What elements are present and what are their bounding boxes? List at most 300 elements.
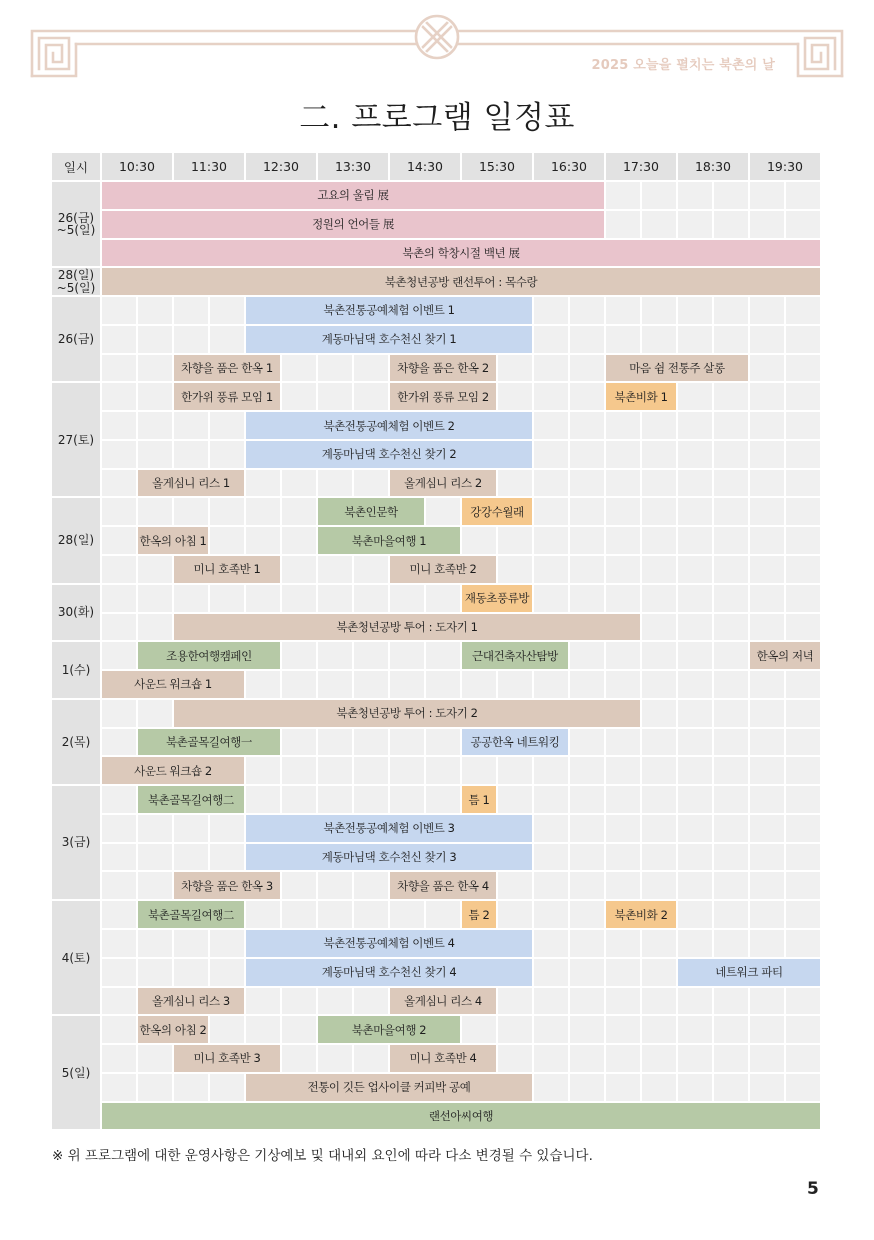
grid-cell	[534, 1045, 568, 1072]
grid-cell	[426, 642, 460, 669]
grid-cell	[282, 1016, 316, 1043]
grid-cell	[210, 326, 244, 353]
grid-cell	[642, 182, 676, 209]
event-bar: 북촌전통공예체험 이벤트 1	[246, 297, 532, 324]
grid-cell	[750, 757, 784, 784]
grid-cell	[750, 527, 784, 554]
grid-cell	[786, 815, 820, 842]
event-bar: 북촌전통공예체험 이벤트 2	[246, 412, 532, 439]
grid-cell	[318, 988, 352, 1015]
grid-cell	[138, 1074, 172, 1101]
grid-cell	[678, 585, 712, 612]
grid-cell	[714, 412, 748, 439]
date-label	[52, 383, 100, 496]
event-bar: 북촌전통공예체험 이벤트 3	[246, 815, 532, 842]
grid-cell	[102, 844, 136, 871]
grid-cell	[570, 988, 604, 1015]
grid-cell	[534, 470, 568, 497]
grid-cell	[354, 757, 388, 784]
grid-cell	[210, 441, 244, 468]
grid-cell	[570, 1016, 604, 1043]
grid-cell	[102, 988, 136, 1015]
grid-cell	[102, 412, 136, 439]
grid-cell	[102, 326, 136, 353]
grid-cell	[786, 1074, 820, 1101]
grid-cell	[246, 1016, 280, 1043]
grid-cell	[102, 786, 136, 813]
date-label-line: ~5(일)	[56, 223, 96, 238]
grid-cell	[282, 671, 316, 698]
grid-cell	[282, 872, 316, 899]
grid-cell	[534, 355, 568, 382]
grid-cell	[750, 556, 784, 583]
grid-cell	[570, 930, 604, 957]
event-bar: 북촌청년공방 투어 : 도자기 2	[174, 700, 640, 727]
grid-cell	[102, 614, 136, 641]
grid-cell	[678, 844, 712, 871]
grid-cell	[102, 355, 136, 382]
grid-cell	[534, 815, 568, 842]
grid-cell	[354, 671, 388, 698]
event-bar: 네트워크 파티	[678, 959, 820, 986]
grid-cell	[642, 786, 676, 813]
grid-cell	[642, 959, 676, 986]
grid-cell	[642, 1016, 676, 1043]
grid-cell	[174, 959, 208, 986]
grid-cell	[750, 498, 784, 525]
grid-cell	[678, 1045, 712, 1072]
grid-cell	[786, 786, 820, 813]
grid-cell	[606, 441, 640, 468]
date-label-line: 3(금)	[61, 835, 91, 850]
grid-cell	[462, 671, 496, 698]
grid-cell	[390, 642, 424, 669]
grid-cell	[786, 1016, 820, 1043]
grid-cell	[210, 527, 244, 554]
grid-cell	[750, 930, 784, 957]
grid-cell	[786, 901, 820, 928]
grid-cell	[678, 211, 712, 238]
grid-cell	[174, 412, 208, 439]
grid-cell	[426, 729, 460, 756]
grid-cell	[102, 642, 136, 669]
grid-cell	[714, 211, 748, 238]
grid-cell	[786, 498, 820, 525]
grid-cell	[102, 585, 136, 612]
event-bar: 올게심니 리스 1	[138, 470, 244, 497]
grid-cell	[678, 729, 712, 756]
grid-cell	[642, 470, 676, 497]
grid-cell	[714, 729, 748, 756]
grid-cell	[282, 901, 316, 928]
grid-cell	[570, 815, 604, 842]
time-header: 18:30	[678, 153, 748, 180]
grid-cell	[138, 930, 172, 957]
grid-cell	[498, 1045, 532, 1072]
event-bar: 정원의 언어들 展	[102, 211, 604, 238]
grid-cell	[642, 729, 676, 756]
time-header: 16:30	[534, 153, 604, 180]
left-lattice-icon	[32, 31, 417, 76]
grid-cell	[534, 441, 568, 468]
grid-cell	[102, 470, 136, 497]
event-bar: 한옥의 아침 2	[138, 1016, 208, 1043]
grid-cell	[534, 412, 568, 439]
grid-cell	[642, 700, 676, 727]
grid-cell	[138, 326, 172, 353]
grid-cell	[786, 700, 820, 727]
grid-cell	[570, 872, 604, 899]
grid-cell	[714, 844, 748, 871]
grid-cell	[570, 412, 604, 439]
date-label	[52, 642, 100, 698]
event-bar: 북촌마을여행 2	[318, 1016, 460, 1043]
grid-cell	[642, 642, 676, 669]
grid-cell	[750, 786, 784, 813]
grid-cell	[678, 412, 712, 439]
grid-cell	[642, 757, 676, 784]
grid-cell	[678, 441, 712, 468]
grid-cell	[534, 786, 568, 813]
grid-cell	[498, 988, 532, 1015]
grid-cell	[534, 498, 568, 525]
grid-cell	[786, 211, 820, 238]
grid-cell	[102, 383, 136, 410]
grid-cell	[318, 383, 352, 410]
grid-cell	[102, 901, 136, 928]
grid-cell	[750, 441, 784, 468]
event-bar: 미니 호족반 1	[174, 556, 280, 583]
grid-cell	[498, 901, 532, 928]
grid-cell	[750, 355, 784, 382]
grid-cell	[534, 901, 568, 928]
grid-cell	[642, 844, 676, 871]
grid-cell	[714, 1074, 748, 1101]
date-label	[52, 786, 100, 899]
grid-cell	[786, 383, 820, 410]
date-label-line: 5(일)	[61, 1065, 91, 1080]
grid-cell	[102, 441, 136, 468]
grid-cell	[606, 757, 640, 784]
grid-cell	[642, 556, 676, 583]
grid-cell	[750, 470, 784, 497]
grid-cell	[174, 844, 208, 871]
event-bar: 차향을 품은 한옥 3	[174, 872, 280, 899]
grid-cell	[678, 700, 712, 727]
grid-cell	[102, 498, 136, 525]
grid-cell	[354, 556, 388, 583]
grid-cell	[750, 585, 784, 612]
grid-cell	[426, 786, 460, 813]
event-bar: 랜선아씨여행	[102, 1103, 820, 1130]
grid-cell	[570, 470, 604, 497]
event-bar: 한가위 풍류 모임 1	[174, 383, 280, 410]
grid-cell	[246, 527, 280, 554]
grid-cell	[678, 556, 712, 583]
grid-cell	[750, 671, 784, 698]
grid-cell	[282, 527, 316, 554]
grid-cell	[246, 757, 280, 784]
grid-cell	[138, 1045, 172, 1072]
grid-cell	[642, 815, 676, 842]
grid-cell	[498, 671, 532, 698]
event-bar: 사운드 워크숍 1	[102, 671, 244, 698]
event-bar: 차향을 품은 한옥 4	[390, 872, 496, 899]
grid-cell	[714, 757, 748, 784]
event-bar: 계동마님댁 호수천신 찾기 3	[246, 844, 532, 871]
grid-cell	[606, 211, 640, 238]
grid-cell	[498, 872, 532, 899]
grid-cell	[606, 182, 640, 209]
grid-cell	[678, 642, 712, 669]
event-bar: 미니 호족반 4	[390, 1045, 496, 1072]
grid-cell	[606, 988, 640, 1015]
grid-cell	[786, 355, 820, 382]
grid-cell	[426, 671, 460, 698]
date-label-line: 30(화)	[57, 605, 95, 620]
time-header: 15:30	[462, 153, 532, 180]
grid-cell	[714, 930, 748, 957]
grid-cell	[354, 988, 388, 1015]
grid-cell	[606, 412, 640, 439]
date-label-line: 28(일)	[57, 533, 95, 548]
grid-cell	[606, 671, 640, 698]
grid-cell	[606, 642, 640, 669]
schedule-table	[52, 153, 822, 1131]
grid-cell	[750, 815, 784, 842]
grid-cell	[642, 930, 676, 957]
grid-cell	[570, 355, 604, 382]
grid-cell	[642, 412, 676, 439]
event-bar: 북촌골목길여행一	[138, 729, 280, 756]
grid-cell	[174, 1074, 208, 1101]
grid-cell	[750, 1045, 784, 1072]
grid-cell	[210, 297, 244, 324]
grid-cell	[678, 671, 712, 698]
grid-cell	[786, 671, 820, 698]
event-bar: 한가위 풍류 모임 2	[390, 383, 496, 410]
date-label	[52, 498, 100, 582]
grid-cell	[786, 844, 820, 871]
grid-cell	[534, 872, 568, 899]
grid-cell	[714, 498, 748, 525]
grid-cell	[498, 757, 532, 784]
grid-cell	[714, 585, 748, 612]
grid-cell	[246, 470, 280, 497]
grid-cell	[354, 1045, 388, 1072]
grid-cell	[570, 585, 604, 612]
grid-cell	[678, 786, 712, 813]
grid-cell	[606, 844, 640, 871]
grid-cell	[210, 930, 244, 957]
grid-cell	[642, 671, 676, 698]
grid-cell	[426, 757, 460, 784]
grid-cell	[318, 872, 352, 899]
event-bar: 북촌의 학창시절 백년 展	[102, 240, 820, 267]
event-bar: 북촌전통공예체험 이벤트 4	[246, 930, 532, 957]
page-number: 5	[807, 1179, 819, 1199]
event-bar: 재동초풍류방	[462, 585, 532, 612]
grid-cell	[282, 757, 316, 784]
grid-cell	[174, 297, 208, 324]
time-header: 13:30	[318, 153, 388, 180]
grid-cell	[102, 556, 136, 583]
grid-cell	[354, 729, 388, 756]
grid-cell	[786, 182, 820, 209]
grid-cell	[354, 872, 388, 899]
event-bar: 북촌청년공방 랜선투어 : 목수랑	[102, 268, 820, 295]
grid-cell	[138, 556, 172, 583]
event-bar: 고요의 울림 展	[102, 182, 604, 209]
grid-cell	[102, 1074, 136, 1101]
grid-cell	[354, 901, 388, 928]
grid-cell	[174, 585, 208, 612]
grid-cell	[786, 585, 820, 612]
grid-cell	[714, 786, 748, 813]
grid-cell	[678, 988, 712, 1015]
grid-cell	[102, 527, 136, 554]
grid-cell	[714, 901, 748, 928]
grid-cell	[786, 470, 820, 497]
grid-cell	[318, 757, 352, 784]
grid-cell	[570, 959, 604, 986]
grid-cell	[138, 614, 172, 641]
grid-cell	[714, 872, 748, 899]
grid-cell	[570, 729, 604, 756]
grid-cell	[102, 959, 136, 986]
grid-cell	[678, 297, 712, 324]
grid-cell	[462, 757, 496, 784]
grid-cell	[786, 614, 820, 641]
grid-cell	[786, 757, 820, 784]
grid-cell	[534, 988, 568, 1015]
event-bar: 틈 2	[462, 901, 496, 928]
grid-cell	[714, 671, 748, 698]
date-label-line: 1(수)	[61, 662, 91, 677]
grid-cell	[462, 527, 496, 554]
grid-cell	[678, 757, 712, 784]
grid-cell	[714, 815, 748, 842]
grid-cell	[750, 383, 784, 410]
grid-cell	[714, 383, 748, 410]
grid-cell	[246, 901, 280, 928]
grid-cell	[606, 585, 640, 612]
grid-cell	[786, 441, 820, 468]
grid-cell	[498, 1016, 532, 1043]
event-bar: 계동마님댁 호수천신 찾기 4	[246, 959, 532, 986]
grid-cell	[138, 498, 172, 525]
grid-cell	[570, 556, 604, 583]
grid-cell	[282, 729, 316, 756]
date-label	[52, 585, 100, 641]
date-label-line: 2(목)	[61, 734, 91, 749]
event-bar: 올게심니 리스 3	[138, 988, 244, 1015]
grid-cell	[138, 355, 172, 382]
grid-cell	[534, 556, 568, 583]
grid-cell	[282, 1045, 316, 1072]
grid-cell	[102, 1045, 136, 1072]
event-bar: 북촌골목길여행二	[138, 786, 244, 813]
grid-cell	[318, 556, 352, 583]
grid-cell	[606, 930, 640, 957]
grid-cell	[138, 383, 172, 410]
grid-cell	[534, 930, 568, 957]
grid-cell	[786, 988, 820, 1015]
grid-cell	[606, 1016, 640, 1043]
grid-cell	[642, 297, 676, 324]
grid-cell	[714, 642, 748, 669]
grid-cell	[714, 470, 748, 497]
grid-cell	[174, 930, 208, 957]
grid-cell	[570, 844, 604, 871]
event-bar: 북촌비화 1	[606, 383, 676, 410]
grid-cell	[606, 786, 640, 813]
grid-cell	[426, 585, 460, 612]
grid-cell	[498, 556, 532, 583]
grid-cell	[318, 470, 352, 497]
grid-cell	[750, 901, 784, 928]
grid-cell	[534, 1074, 568, 1101]
grid-cell	[714, 182, 748, 209]
grid-cell	[678, 383, 712, 410]
grid-cell	[210, 585, 244, 612]
grid-cell	[318, 901, 352, 928]
grid-cell	[714, 556, 748, 583]
grid-cell	[282, 355, 316, 382]
grid-cell	[678, 527, 712, 554]
event-bar: 차향을 품은 한옥 2	[390, 355, 496, 382]
grid-cell	[570, 326, 604, 353]
date-label-line: 26(금)	[57, 331, 95, 346]
grid-cell	[210, 844, 244, 871]
grid-cell	[210, 412, 244, 439]
grid-cell	[138, 700, 172, 727]
grid-cell	[570, 786, 604, 813]
grid-cell	[714, 1045, 748, 1072]
grid-cell	[534, 383, 568, 410]
grid-cell	[390, 729, 424, 756]
grid-cell	[534, 527, 568, 554]
date-label-line: 26(금)	[57, 210, 95, 225]
festival-tagline: 2025 오늘을 펼치는 북촌의 날	[591, 58, 775, 73]
date-label	[52, 700, 100, 784]
grid-cell	[462, 1016, 496, 1043]
event-bar: 차향을 품은 한옥 1	[174, 355, 280, 382]
grid-cell	[498, 527, 532, 554]
grid-cell	[750, 326, 784, 353]
event-bar: 계동마님댁 호수천신 찾기 2	[246, 441, 532, 468]
grid-cell	[714, 326, 748, 353]
time-header: 11:30	[174, 153, 244, 180]
footnote: ※ 위 프로그램에 대한 운영사항은 기상예보 및 대내외 요인에 따라 다소 변경될 수 있습니다.	[52, 1148, 593, 1164]
event-bar: 북촌골목길여행二	[138, 901, 244, 928]
grid-cell	[714, 527, 748, 554]
grid-cell	[750, 1016, 784, 1043]
grid-cell	[282, 642, 316, 669]
grid-cell	[678, 815, 712, 842]
grid-cell	[570, 642, 604, 669]
grid-cell	[138, 297, 172, 324]
grid-cell	[354, 585, 388, 612]
grid-cell	[138, 844, 172, 871]
time-header: 12:30	[246, 153, 316, 180]
grid-cell	[678, 614, 712, 641]
event-bar: 틈 1	[462, 786, 496, 813]
date-column-header: 일시	[52, 153, 100, 180]
grid-cell	[750, 297, 784, 324]
grid-cell	[606, 326, 640, 353]
grid-cell	[534, 297, 568, 324]
